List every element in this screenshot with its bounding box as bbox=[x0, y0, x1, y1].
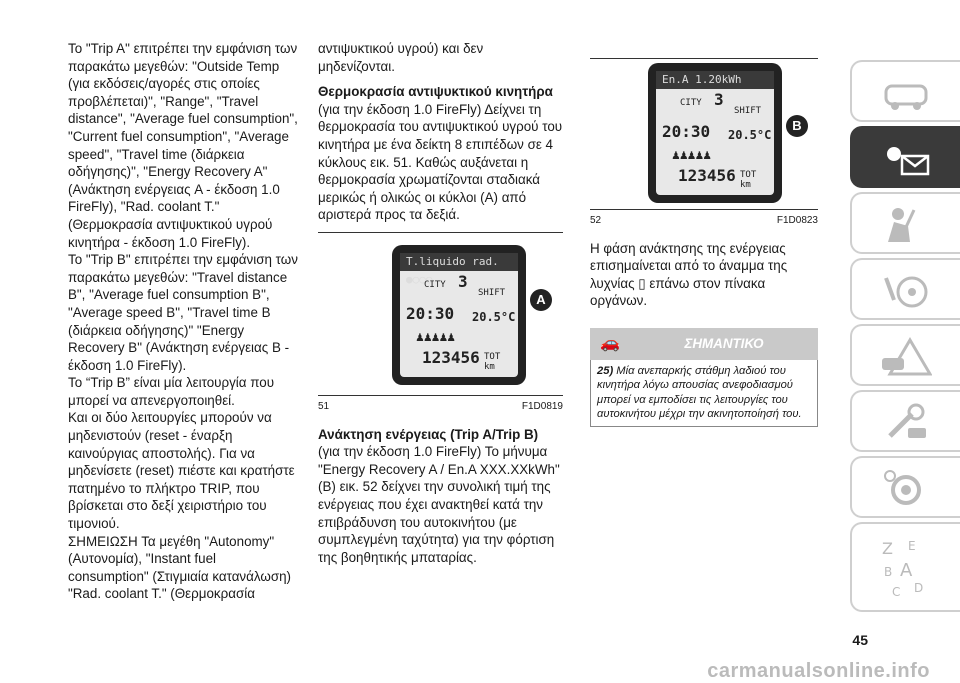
figure-code: F1D0819 bbox=[521, 400, 563, 412]
svg-text:A: A bbox=[900, 560, 913, 581]
odometer-2: 123456 bbox=[678, 166, 736, 185]
energy-label: En.A 1.20kWh bbox=[656, 71, 774, 89]
city-label: CITY bbox=[424, 279, 446, 290]
trip-b-paragraph: Το "Trip B" επιτρέπει την εμφάνιση των παρακάτω μεγεθών: "Travel distance B", "Average fuel consumption B", "Average speed B", "Travel time B (διάρκεια οδήγησης)" "Energy Recovery B" (Ανάκτηση ενέργειας B - έκδοση 1.0 FireFly). bbox=[68, 252, 298, 373]
energy-recovery-heading: Ανάκτηση ενέργειας (Trip A/Trip B) bbox=[318, 426, 539, 442]
tab-index[interactable] bbox=[850, 522, 960, 612]
callout-b: B bbox=[786, 115, 808, 137]
figure-rule-2 bbox=[590, 209, 818, 210]
gear-indicator: 3 bbox=[458, 271, 468, 291]
energy-recovery-paragraph: (για την έκδοση 1.0 FireFly) Το μήνυμα "Energy Recovery A / En.A XXX.XXkWh" (B) εικ. 52 δείχνει την συνολική τιμή της ενέργειας που έχει ανακτηθεί κατά την επιβράδυνση του αυτοκινήτου (με συμπλεγμένη ταχύτητα) για την φόρτιση της βοηθητικής μπαταρίας. bbox=[318, 444, 560, 565]
warning-light-message-icon bbox=[880, 138, 932, 178]
hazard-triangle-icon bbox=[880, 336, 932, 376]
note-number: 25) bbox=[597, 364, 614, 377]
figure-code-2: F1D0823 bbox=[776, 215, 818, 226]
trip-a-paragraph: Το "Trip A" επιτρέπει την εμφάνιση των παρακάτω μεγεθών: "Outside Temp (για εκδόσεις/αγορές στις οποίες προβλέπεται)", "Range", "Travel distance", "Average fuel consumption", "Current fuel consumption", "Average speed", "Travel time (διάρκεια οδήγησης)", "Energy Recovery A" (Ανάκτηση ενέργειας A - έκδοση 1.0 FireFly), "Rad. coolant T." (Θερμοκρασία αντιψυκτικού υγρού κινητήρα - έκδοση 1.0 FireFly). bbox=[68, 41, 298, 250]
figure-number: 51 bbox=[318, 400, 330, 412]
continued-paragraph: αντιψυκτικού υγρού) και δεν μηδενίζονται. bbox=[318, 41, 484, 74]
alphabet-index-icon bbox=[880, 534, 932, 600]
important-title: ΣΗΜΑΝΤΙΚΟ bbox=[684, 336, 764, 352]
km-label: km bbox=[484, 361, 495, 372]
car-warning-icon: 🚗 bbox=[600, 335, 620, 353]
instrument-display bbox=[392, 245, 526, 385]
note-paragraph: ΣΗΜΕΙΩΣΗ Τα μεγέθη "Autonomy" (Αυτονομία), "Instant fuel consumption" (Στιγμιαία κατανάλωση) "Rad. coolant T." (Θερμοκρασία bbox=[68, 533, 291, 602]
tab-emergency[interactable] bbox=[850, 324, 960, 386]
car-info-icon bbox=[880, 72, 932, 112]
tab-starting-driving[interactable] bbox=[850, 258, 960, 320]
shift-label-2: SHIFT bbox=[734, 106, 762, 116]
column-3 bbox=[590, 40, 818, 427]
steering-wheel-icon bbox=[880, 270, 932, 310]
column-1 bbox=[68, 40, 298, 603]
km-label-2: km bbox=[740, 180, 751, 190]
outside-temp-2: 20.5°C bbox=[728, 128, 772, 142]
svg-text:E: E bbox=[908, 539, 916, 553]
figure-51-caption bbox=[318, 398, 563, 416]
tab-safety[interactable] bbox=[850, 192, 960, 254]
watermark: carmanualsonline.info bbox=[707, 660, 930, 682]
odometer: 123456 bbox=[422, 347, 480, 367]
important-box-header bbox=[590, 328, 818, 360]
figure-51 bbox=[318, 239, 563, 391]
callout-a: A bbox=[530, 289, 552, 311]
seatbelt-icon bbox=[880, 204, 932, 244]
wrench-icon bbox=[880, 402, 932, 442]
figure-52-caption bbox=[590, 212, 818, 230]
tot-label-2: TOT bbox=[740, 170, 757, 180]
seatbelt-icons-2: ♟♟♟♟♟ bbox=[672, 148, 712, 163]
tab-vehicle[interactable] bbox=[850, 60, 960, 122]
seatbelt-icons: ♟♟♟♟♟ bbox=[416, 329, 456, 345]
instrument-display-energy bbox=[648, 63, 782, 203]
divider bbox=[318, 232, 563, 233]
reset-paragraph: Και οι δύο λειτουργίες μπορούν να μηδενιστούν (reset - έναρξη καινούργιας αποστολής). Για να μηδενίσετε (reset) πιέστε και κρατήστε πατημένο το πλήκτρο TRIP, που βρίσκεται στο δεξί χειριστήριο του τιμονιού. bbox=[68, 410, 295, 532]
svg-text:D: D bbox=[914, 581, 924, 595]
coolant-heading: Θερμοκρασία αντιψυκτικού κινητήρα bbox=[318, 84, 553, 100]
coolant-paragraph: (για την έκδοση 1.0 FireFly) Δείχνει τη θερμοκρασία του αντιψυκτικού υγρού του κινητήρα με ένα δείκτη 8 επιπέδων σε 4 κύκλους εικ. 51. Καθώς αυξάνεται η θερμοκρασία χρωματίζονται σταδιακά μερικώς ή ολικώς οι κύκλοι (A) από αριστερά προς τα δεξιά. bbox=[318, 101, 563, 223]
page-number: 45 bbox=[852, 632, 868, 648]
clock-2: 20:30 bbox=[662, 122, 711, 141]
tab-dashboard-lights[interactable] bbox=[850, 126, 960, 188]
figure-number-2: 52 bbox=[590, 215, 602, 226]
trip-b-disable-paragraph: Το “Trip B” είναι μία λειτουργία που μπορεί να απενεργοποιηθεί. bbox=[68, 375, 275, 408]
figure-rule bbox=[318, 395, 563, 396]
coolant-label: T.liquido rad. bbox=[406, 254, 499, 268]
gear-indicator-2: 3 bbox=[714, 90, 724, 109]
tot-label: TOT bbox=[484, 351, 501, 362]
note-text: Μία ανεπαρκής στάθμη λαδιού του κινητήρα λόγω απουσίας ανεφοδιασμού μπορεί να εμποδίσει τις λειτουργίες του αυτοκινήτου μέχρι την ακινητοποίησή του. bbox=[597, 364, 802, 421]
svg-text:Z: Z bbox=[882, 539, 893, 558]
column-2 bbox=[318, 40, 563, 566]
temp-circles: ●○○○ bbox=[406, 272, 433, 286]
city-label-2: CITY bbox=[680, 98, 702, 108]
svg-text:C: C bbox=[892, 585, 901, 599]
tab-technical-data[interactable] bbox=[850, 456, 960, 518]
clock: 20:30 bbox=[406, 303, 455, 323]
shift-label: SHIFT bbox=[478, 287, 506, 298]
figure-52 bbox=[590, 59, 818, 205]
tyre-gear-icon bbox=[880, 468, 932, 508]
tab-maintenance[interactable] bbox=[850, 390, 960, 452]
svg-text:B: B bbox=[884, 565, 893, 579]
outside-temp: 20.5°C bbox=[472, 309, 516, 324]
important-note bbox=[590, 360, 818, 427]
energy-phase-paragraph: Η φάση ανάκτησης της ενέργειας επισημαίνεται από το άναμμα της λυχνίας ▯ επάνω στον πίνακα οργάνων. bbox=[590, 240, 788, 309]
